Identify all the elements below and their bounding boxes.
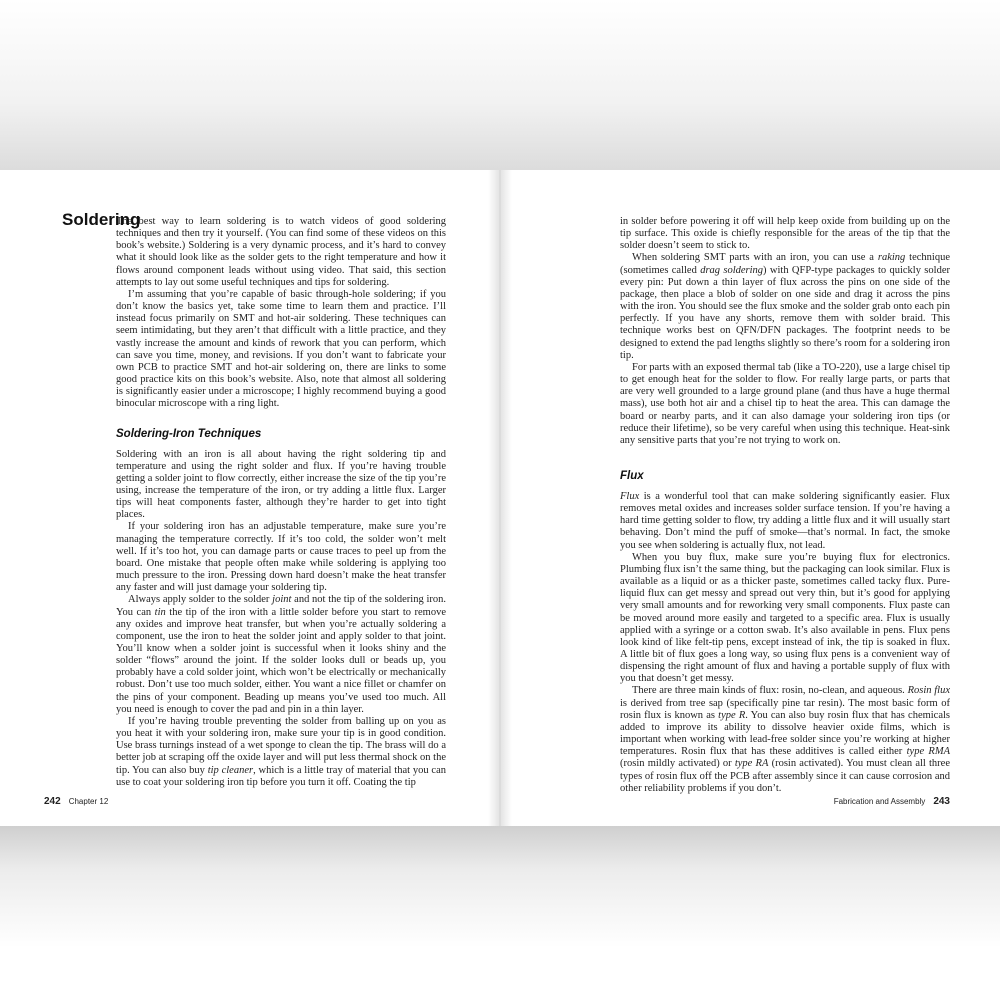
- book-spread: [0, 170, 1000, 826]
- flux-paragraph-2: When you buy flux, make sure you’re buying flux for electronics. Plumbing flux isn’t the same thing, but the packaging can look similar. Flux is available as a liquid or as a thicker paste, sometimes called tacky flux. Pure-liquid flux can get messy and spread out very thin, but it’s good for applying very small amounts and for reworking very small components. Flux paste can be moved around more easily and targeted to a specific area. Flux is usually applied with a syringe or a cotton swab. It’s also available in pens. Flux pens look kind of like felt-tip pens, except instead of ink, the tip is soaked in flux. A little bit of flux goes a long way, so using flux pens is a convenient way of dispensing the right amount of flux and having a portable supply of flux with you that doesn’t get messy.: [620, 551, 950, 685]
- iron-paragraph-1: Soldering with an iron is all about having the right soldering tip and temperature and using the right solder and flux. If you’re having trouble getting a solder joint to flow correctly, either increase the size of the tip you’re using, increase the temperature of the iron, or try adding a little flux. Larger tips will heat components faster, although they’re harder to get into tight places.: [116, 448, 446, 521]
- intro-paragraph-2: I’m assuming that you’re capable of basic through-hole soldering; if you don’t know the basics yet, take some time to learn them and practice. I’ll instead focus primarily on SMT and hot-air soldering. These techniques can seem intimidating, but they aren’t that difficult with a little practice, and they vastly increase the amount and kinds of rework that you can perform, which can save you time, money, and revisions. If you don’t want to fabricate your own PCB to practice SMT and hot-air soldering on, there are links to some good practice kits on this book’s website. Also, note that almost all soldering is significantly easier under a microscope; I highly recommend buying a good binocular microscope with a ring light.: [116, 288, 446, 410]
- intro-paragraph-1: The best way to learn soldering is to watch videos of good soldering techniques and then try it yourself. (You can find some of these videos on this book’s website.) Soldering is a very dynamic process, and it’s hard to convey what it should look like as the solder gets to the right temperature and how it flows around component leads without using video. That said, this section attempts to lay out some useful techniques and tips for soldering.: [116, 216, 446, 288]
- left-page: [0, 170, 498, 826]
- iron-paragraph-2: If your soldering iron has an adjustable temperature, make sure you’re managing the temperature correctly. If it’s too cold, the solder won’t melt well. If it’s too hot, you can damage parts or cause traces to peel up from the board. One mistake that people often make while soldering is applying too much pressure to the iron. Pressing down hard doesn’t make the heat transfer any faster and will just damage your soldering tip.: [116, 521, 446, 594]
- photo-backdrop-bottom: [0, 826, 1000, 1000]
- flux-paragraph-3: There are three main kinds of flux: rosin, no-clean, and aqueous. Rosin flux is derived from tree sap (specifically pine tar resin). The most basic form of rosin flux is known as type R. You can also buy rosin flux that has chemicals added to improve its ability to dissolve heavier oxide films, which is important when working with lead-free solder since you’re working at higher temperatures. Rosin flux that has these additives is called either type RMA (rosin mildly activated) or type RA (rosin activated). You must clean all three types of rosin flux off the PCB after assembly since it can cause corrosion and other reliability problems if you don’t.: [620, 685, 951, 794]
- iron-paragraph-3: Always apply solder to the solder joint and not the tip of the soldering iron. You can tin the tip of the iron with a little solder before you start to remove any oxides and improve heat transfer, but when you’re actually soldering a component, use the iron to heat the solder joint and apply solder to that joint. You’ll know when a solder joint is successful when it looks shiny and the solder “flows” around the joint. If the solder looks dull or beads up, you probably have a cold solder joint, which won’t be electrically or mechanically robust. Don’t use too much solder, either. You want a nice fillet or chamfer on the pins of your component. Beading up means you’ve used too much. All you need is enough to cover the pad and pin in a thin layer.: [116, 594, 446, 715]
- continued-paragraph: in solder before powering it off will help keep oxide from building up on the tip surface. This oxide is chiefly responsible for the areas of the tip that the solder doesn’t seem to stick to.: [620, 216, 950, 252]
- section-title: Soldering: [62, 210, 141, 229]
- left-page-footer: [44, 796, 108, 807]
- subheading-soldering-iron: Soldering-Iron Techniques: [116, 427, 262, 440]
- right-text-column: [620, 216, 950, 795]
- photo-backdrop-top: [0, 0, 1000, 170]
- page-number-right: 243: [933, 796, 950, 807]
- book-gutter: [488, 170, 512, 826]
- running-head: Fabrication and Assembly: [833, 797, 926, 806]
- iron-paragraph-4: If you’re having trouble preventing the solder from balling up on you as you heat it with your soldering iron, make sure your tip is in good condition. Use brass turnings instead of a wet sponge to clean the tip. The brass will do a better job at scraping off the oxide layer and will put less thermal shock on the tip. You can also buy tip cleaner, which is a little tray of material that you can use to coat your soldering iron tip before you turn it off. Coating the tip: [116, 715, 446, 788]
- thermal-paragraph: For parts with an exposed thermal tab (like a TO-220), use a large chisel tip to get enough heat for the solder to flow. For really large parts, or parts that are very well grounded to a large ground plane (and thus have a huge thermal mass), use both hot air and a chisel tip to heat the area. This can damage the board or nearby parts, and it can also damage your soldering iron tips (or reduce their lifetime), so be very careful when using this technique. Heat-sink any sensitive parts that you’re not trying to work on.: [620, 361, 950, 446]
- right-page-footer: [834, 796, 950, 807]
- subheading-flux: Flux: [620, 469, 644, 482]
- page-number-left: 242: [44, 796, 61, 807]
- flux-paragraph-1: Flux is a wonderful tool that can make soldering significantly easier. Flux removes metal oxides and increases solder surface tension. If you’re having a hard time getting solder to flow, try adding a little flux and it will usually start behaving. Don’t mind the puff of smoke—that’s normal. In fact, the smoke you see when soldering is actually flux, not lead.: [620, 490, 950, 551]
- smt-paragraph: When soldering SMT parts with an iron, you can use a raking technique (sometimes called drag soldering) with QFP-type packages to quickly solder every pin: Put down a thin layer of flux across the pins on one side of the package, then place a blob of solder on one side and drag it across the pins with the iron. You should see the flux smoke and the solder grab onto each pin perfectly. If you have any shorts, remove them with solder braid. This technique works best on QFN/DFN packages. The footprint needs to be designed to extend the pad lengths slightly so there’s room for a soldering iron tip.: [620, 252, 950, 361]
- right-page: [502, 170, 1000, 826]
- left-text-column: [116, 216, 446, 789]
- chapter-label: Chapter 12: [68, 797, 109, 806]
